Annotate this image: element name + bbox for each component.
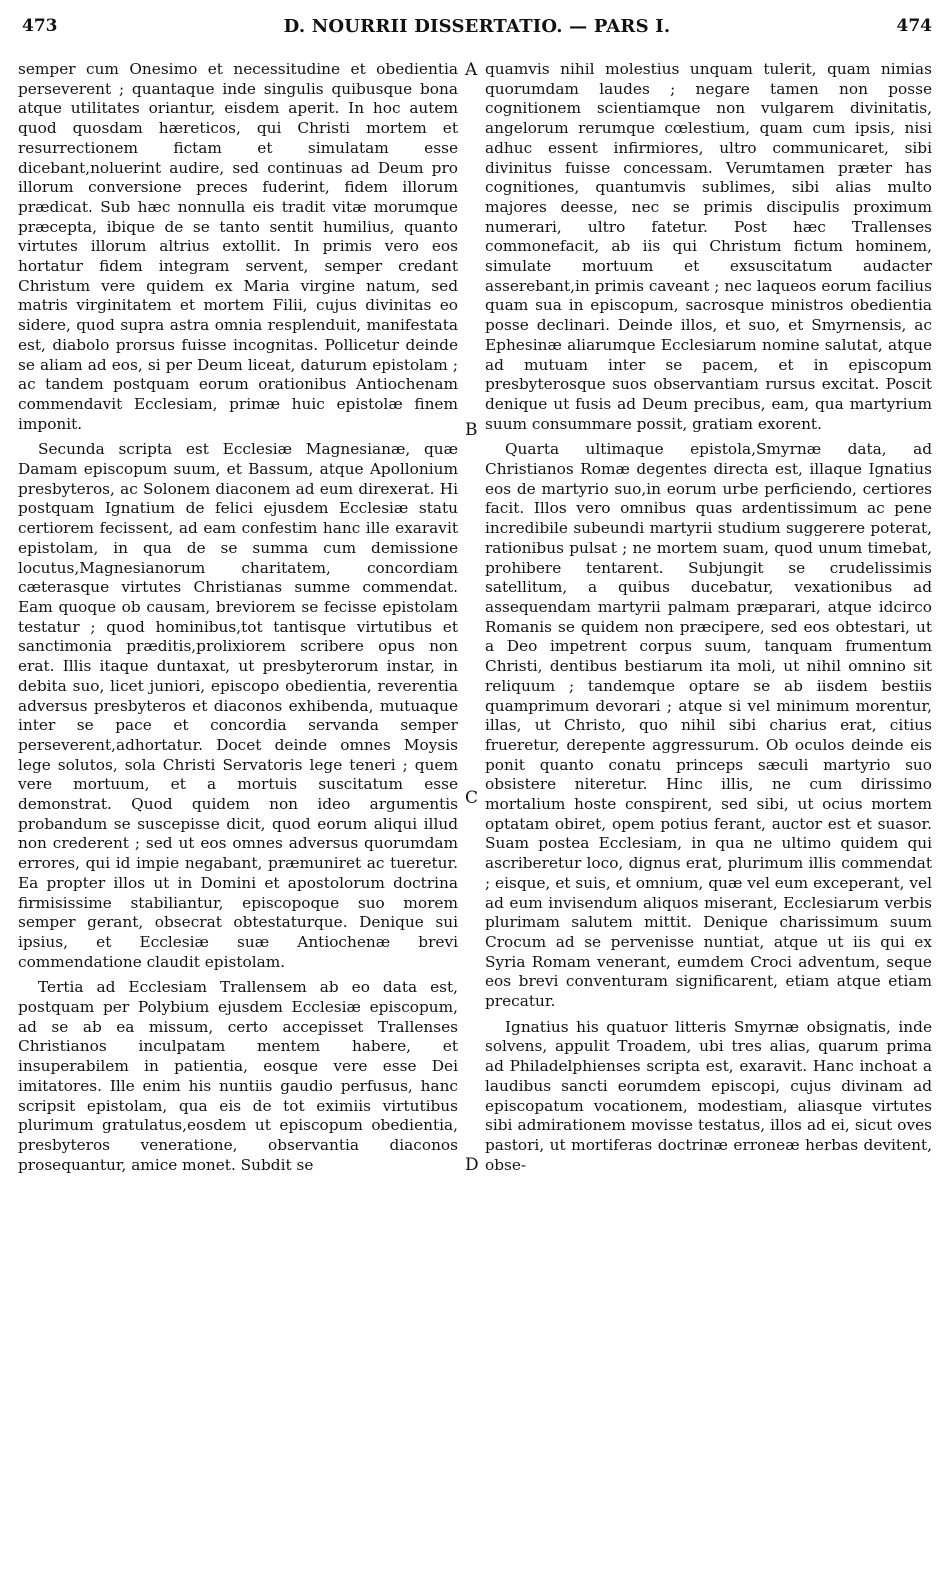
paragraph: Secunda scripta est Ecclesiæ Magnesianæ, quæ Damam episcopum suum, et Bassum, atque Apollonium presbyteros, ac Solonem diaconem ad eum direxerat. Hi postquam Ignatium de felici ejusdem Ecclesiæ statu certiorem fecissent, ad eam confestim hanc ille exaravit epistolam, in qua de se summa cum demissione locutus,Magnesianorum charitatem, concordiam cæterasque virtutes Christianas summe commendat. Eam quoque ob causam, breviorem se fecisse epistolam testatur ; quod hominibus,tot tantisque virtutibus et sanctimonia præditis,prolixiorem scribere opus non erat. Illis itaque duntaxat, ut presbyterorum instar, in debita suo, licet juniori, episcopo obedientia, reverentia adversus presbyteros et diaconos exhibenda, mutuaque inter se pace et concordia servanda semper perseverent,adhortatur. Docet deinde omnes Moysis lege solutos, sola Christi Servatoris lege teneri ; quem vere mortuum, et a mortuis suscitatum esse demonstrat. Quod quidem non ideo argumentis probandum se suscepisse dicit, quod eorum aliqui illud non crederent ; sed ut eos omnes adversus quorumdam errores, qui id impie negabant, præmuniret ac tueretur. Ea propter illos ut in Domini et apostolorum doctrina firmisissime stabiliantur, episcopoque suo morem semper gerant, obsecrat obtestaturque. Denique sui ipsius, et Ecclesiæ suæ Antiochenæ brevi commendatione claudit epistolam. (18, 440, 458, 971)
right-column (485, 60, 932, 1181)
margin-marker-d: D (465, 1155, 479, 1175)
paragraph: Ignatius his quatuor litteris Smyrnæ obsignatis, inde solvens, appulit Troadem, ubi tres alias, quarum prima ad Philadelphienses scripta est, exaravit. Hanc inchoat a laudibus sancti eorumdem episcopi, cujus divinam ad episcopatum vocationem, modestiam, aliasque virtutes sibi admirationem movisse testatus, illos ad ei, sicut oves pastori, ut mortiferas doctrinæ erroneæ herbas devitent, obse- (485, 1017, 932, 1174)
paragraph: semper cum Onesimo et necessitudine et obedientia perseverent ; quantaque inde singulis quibusque bona atque utilitates oriantur, eisdem aperit. In hoc autem quod quosdam hæreticos, qui Christi mortem et resurrectionem fictam et simulatam esse dicebant,noluerint audire, sed continuas ad Deum pro illorum conversione preces fuderint, fidem illorum prædicat. Sub hæc nonnulla eis tradit vitæ morumque præcepta, ibique de se tanto sentit humilius, quanto virtutes illorum altrius extollit. In primis vero eos hortatur fidem integram servent, semper credant Christum vere quidem ex Maria virgine natum, sed matris virginitatem et mortem Filii, cujus divinitas eo sidere, quod supra astra omnia resplenduit, manifestata est, diabolo prorsus fuisse incognitas. Pollicetur deinde se aliam ad eos, si per Deum liceat, daturum epistolam ; ac tandem postquam eorum orationibus Antiochenam commendavit Ecclesiam, primæ huic epistolæ finem imponit. (18, 60, 458, 433)
page-number-left: 473 (22, 16, 58, 36)
margin-marker-c: C (465, 788, 479, 808)
page-header (22, 16, 932, 42)
paragraph: quamvis nihil molestius unquam tulerit, quam nimias quorumdam laudes ; negare tamen non posse cognitionem scientiamque non vulgarem divinitatis, angelorum rerumque cœlestium, quam cum ipsis, nisi adhuc essent infirmiores, ultro communicaret, sibi divinitus fuisse concessam. Verumtamen præter has cognitiones, quantumvis sublimes, sibi alias multo majores deesse, nec se primis discipulis proximum numerari, ultro fatetur. Post hæc Trallenses commonefacit, ab iis qui Christum fictum hominem, simulate mortuum et exsuscitatum audacter asserebant,in primis caveant ; nec laqueos eorum facilius quam sua in episcopum, sacrosque ministros obedientia posse declinari. Deinde illos, et suo, et Smyrnensis, ac Ephesinæ aliarumque Ecclesiarum nomine salutat, atque ad mutuam inter se pacem, et in episcopum presbyterosque suos observantiam rursus excitat. Poscit denique ut fusis ad Deum precibus, eam, qua martyrium suum consummare possit, gratiam exorent. (485, 60, 932, 433)
running-title: D. NOURRII DISSERTATIO. — PARS I. (283, 16, 671, 37)
paragraph: Tertia ad Ecclesiam Trallensem ab eo data est, postquam per Polybium ejusdem Ecclesiæ episcopum, ad se ab ea missum, certo accepisset Trallenses Christianos inculpatam mentem habere, et insuperabilem in patientia, eosque vere esse Dei imitatores. Ille enim his nuntiis gaudio perfusus, hanc scripsit epistolam, qua eis de tot eximiis virtutibus plurimum gratulatus,eosdem ut episcopum obedientia, presbyteros veneratione, observantia diaconos prosequantur, amice monet. Subdit se (18, 978, 458, 1174)
left-column (18, 60, 458, 1181)
paragraph: Quarta ultimaque epistola,Smyrnæ data, ad Christianos Romæ degentes directa est, illaque Ignatius eos de martyrio suo,in eorum urbe perficiendo, certiores facit. Illos vero omnibus quas ardentissimum ac pene incredibile subeundi martyrii studium suggerere poterat, rationibus pulsat ; ne mortem suam, quod unum timebat, prohibere tentarent. Subjungit se crudelissimis satellitum, a quibus ducebatur, vexationibus ad assequendam martyrii palmam præparari, atque idcirco Romanis se quidem non præcipere, sed eos obtestari, ut a Deo impetrent corpus suum, tanquam frumentum Christi, dentibus bestiarum ita moli, ut nihil omnino sit reliquum ; tandemque optare se ab iisdem bestiis quamprimum devorari ; atque si vel minimum morentur, illas, ut Christo, quo nihil sibi charius erat, citius frueretur, derepente aggressurum. Ob oculos deinde eis ponit quanto conatu princeps sæculi martyrio suo obsistere niteretur. Hinc illis, ne cum dirissimo mortalium hoste conspirent, sed sibi, ut ocius mortem optatam obiret, opem potius ferant, auctor est et suasor. Suam postea Ecclesiam, in qua ne ultimo quidem qui ascriberetur loco, dignus erat, plurimum illis commendat ; eisque, et suis, et omnium, quæ vel eum exceperant, vel ad eum invisendum aliquos miserant, Ecclesiarum verbis plurimam salutem mittit. Denique charissimum suum Crocum ad se pervenisse nuntiat, atque ut iis qui ex Syria Romam venerant, eumdem Croci adventum, seque eos brevi conventuram significarent, etiam atque etiam precatur. (485, 440, 932, 1011)
margin-marker-a: A (465, 60, 478, 80)
page-number-right: 474 (896, 16, 932, 36)
margin-marker-b: B (465, 420, 478, 440)
